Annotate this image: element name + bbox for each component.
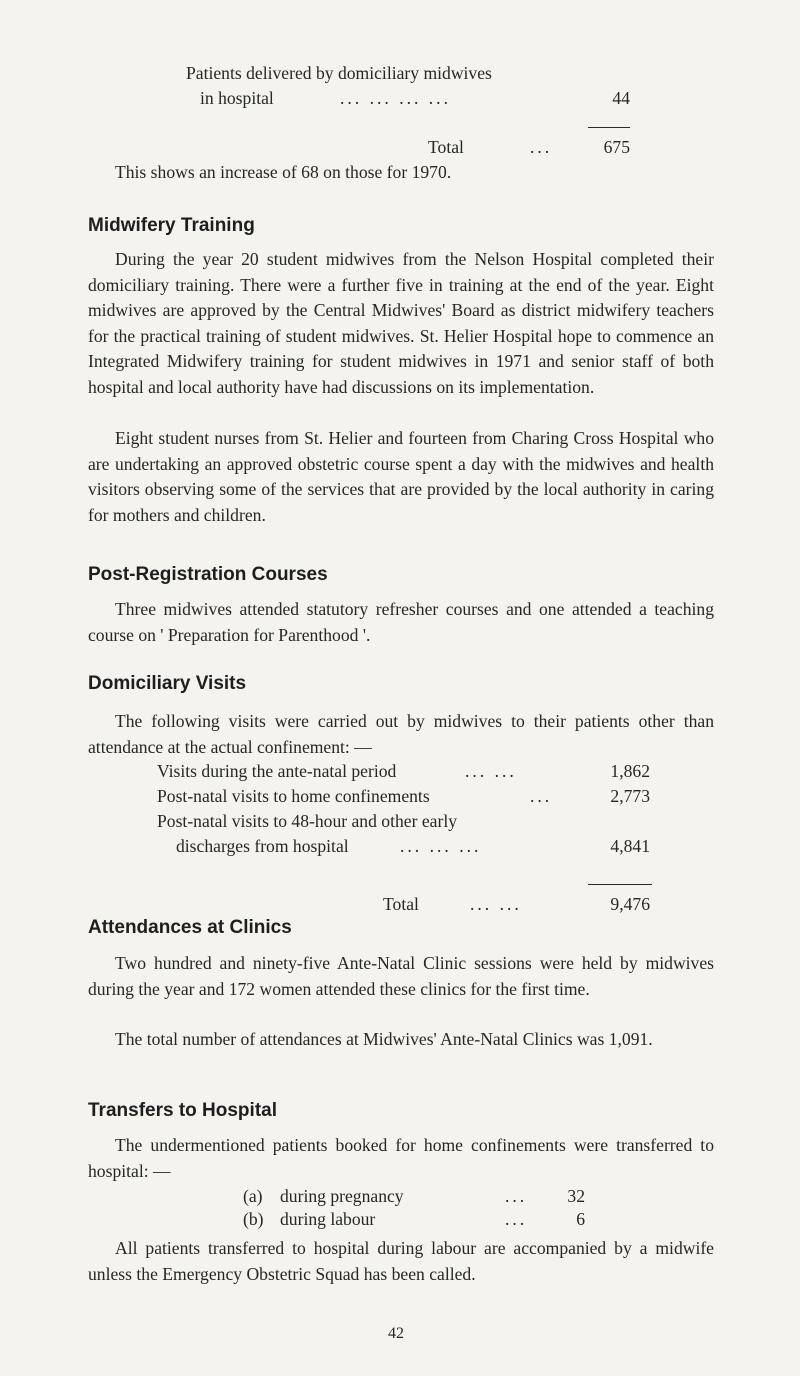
- transfers-closing: All patients transferred to hospital during labour are accompanied by a midwife unless the Emergency Obstetric Squad has been called.: [88, 1238, 714, 1284]
- total-label: Total: [428, 137, 464, 157]
- transfer-row-a-value: 32: [567, 1186, 585, 1206]
- visits-row-postnatal-home-label: Post-natal visits to home confinements: [157, 786, 430, 806]
- midwifery-training-para1: During the year 20 student midwives from the Nelson Hospital completed their domiciliary training. There were a further five in training at the end of the year. Eight midwives are approved by the Central Midwives' Board as district midwifery teachers for the practical training of student midwives. St. Helier Hospital hope to commence an Integrated Midwifery training for student midwives in 1971 and senior staff of both hospital and local authority have had discussions on its implementation.: [88, 249, 714, 397]
- visits-sum-rule: [588, 884, 652, 885]
- domiciliary-visits-heading: Domiciliary Visits: [88, 673, 247, 694]
- transfer-row-a-label: during pregnancy: [280, 1186, 404, 1206]
- transfers-intro: The undermentioned patients booked for home confinements were transferred to hospital: —: [88, 1135, 714, 1181]
- transfer-row-a-marker: (a): [243, 1186, 263, 1206]
- visits-row-postnatal-home-value: 2,773: [610, 786, 650, 806]
- clinics-para2: The total number of attendances at Midwives' Ante-Natal Clinics was 1,091.: [115, 1029, 653, 1049]
- visits-row-postnatal-home-leader: ...: [530, 786, 553, 806]
- delivered-row-label: Patients delivered by domiciliary midwives: [186, 63, 492, 83]
- delivered-row-leader: ... ... ... ...: [340, 88, 451, 108]
- total-value: 675: [603, 137, 630, 157]
- visits-total-label: Total: [383, 894, 419, 914]
- transfer-row-a-leader: ...: [505, 1186, 528, 1206]
- post-registration-heading: Post-Registration Courses: [88, 564, 328, 585]
- transfer-row-b-marker: (b): [243, 1209, 264, 1229]
- midwifery-training-heading: Midwifery Training: [88, 215, 255, 236]
- clinics-heading: Attendances at Clinics: [88, 917, 292, 938]
- transfer-row-b-value: 6: [576, 1209, 585, 1229]
- transfer-row-b-label: during labour: [280, 1209, 376, 1229]
- transfers-heading: Transfers to Hospital: [88, 1100, 277, 1121]
- visits-row-early-discharge-label-cont: discharges from hospital: [176, 836, 349, 856]
- visits-row-early-discharge-leader: ... ... ...: [400, 836, 482, 856]
- delivered-row-label-cont: in hospital: [200, 88, 274, 108]
- visits-row-early-discharge-value: 4,841: [610, 836, 650, 856]
- visits-row-antenatal-leader: ... ...: [465, 761, 517, 781]
- visits-row-antenatal-value: 1,862: [610, 761, 650, 781]
- delivered-row-value: 44: [612, 88, 630, 108]
- visits-row-early-discharge-label: Post-natal visits to 48-hour and other early: [157, 811, 458, 831]
- midwifery-training-para2: Eight student nurses from St. Helier and fourteen from Charing Cross Hospital who are undertaking an approved obstetric course spent a day with the midwives and health visitors observing some of the services that are provided by the local authority in caring for mothers and children.: [88, 428, 714, 525]
- increase-note: This shows an increase of 68 on those for 1970.: [115, 162, 452, 182]
- visits-total-leader: ... ...: [470, 894, 522, 914]
- page-number: 42: [388, 1325, 404, 1342]
- visits-row-antenatal-label: Visits during the ante-natal period: [157, 761, 397, 781]
- post-registration-para: Three midwives attended statutory refresher courses and one attended a teaching course on ' Preparation for Parenthood '.: [88, 599, 714, 645]
- domiciliary-visits-intro: The following visits were carried out by midwives to their patients other than attendance at the actual confinement: —: [88, 711, 714, 757]
- clinics-para1: Two hundred and ninety-five Ante-Natal Clinic sessions were held by midwives during the year and 172 women attended these clinics for the first time.: [88, 953, 714, 999]
- transfer-row-b-leader: ...: [505, 1209, 528, 1229]
- sum-rule: [588, 127, 630, 128]
- total-leader: ...: [530, 137, 553, 157]
- visits-total-value: 9,476: [610, 894, 650, 914]
